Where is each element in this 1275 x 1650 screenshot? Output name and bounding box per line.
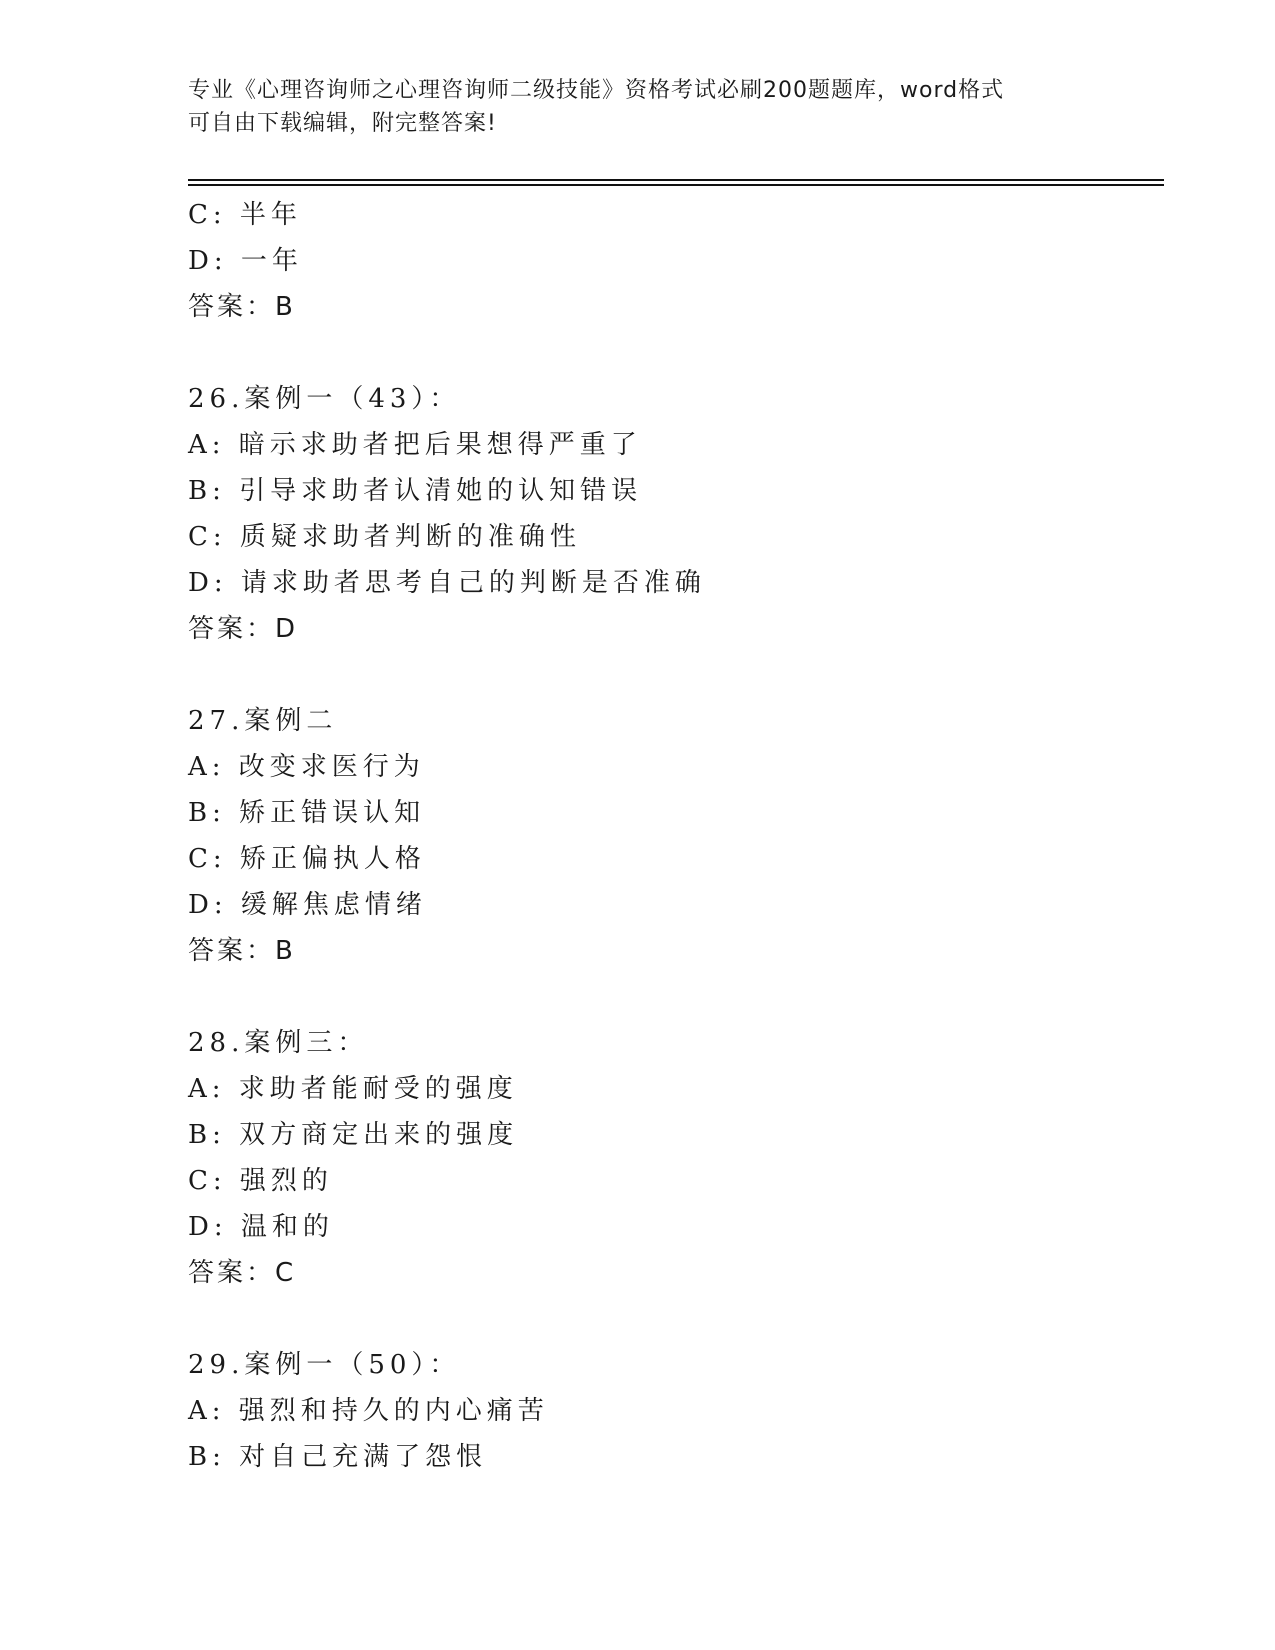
document-header (188, 74, 1088, 140)
header-divider-bottom (188, 184, 1164, 186)
option-a: A: 暗示求助者把后果想得严重了 (188, 430, 642, 460)
option-c: C: 质疑求助者判断的准确性 (188, 522, 581, 552)
question-title: 27.案例二 (188, 706, 338, 736)
spacer (188, 1296, 1148, 1342)
option-b: B: 双方商定出来的强度 (188, 1120, 519, 1150)
header-line-1: 专业《心理咨询师之心理咨询师二级技能》资格考试必刷200题题库，word格式 (188, 78, 1005, 103)
option-c: C: 半年 (188, 200, 302, 230)
spacer (188, 974, 1148, 1020)
previous-question-tail (188, 192, 1148, 330)
option-a: A: 强烈和持久的内心痛苦 (188, 1396, 549, 1426)
option-a: A: 改变求医行为 (188, 752, 425, 782)
question-29 (188, 1342, 1148, 1480)
question-title: 26.案例一（43）： (188, 384, 461, 414)
option-b: B: 对自己充满了怨恨 (188, 1442, 488, 1472)
question-list (188, 192, 1148, 1480)
option-c: C: 强烈的 (188, 1166, 333, 1196)
option-d: D: 请求助者思考自己的判断是否准确 (188, 568, 706, 598)
question-title: 29.案例一（50）： (188, 1350, 461, 1380)
spacer (188, 330, 1148, 376)
option-c: C: 矫正偏执人格 (188, 844, 426, 874)
answer-line: 答案：D (188, 614, 299, 644)
header-divider-top (188, 179, 1164, 181)
option-d: D: 温和的 (188, 1212, 334, 1242)
question-26 (188, 376, 1148, 652)
option-b: B: 引导求助者认清她的认知错误 (188, 476, 643, 506)
answer-line: 答案：C (188, 1258, 297, 1288)
option-a: A: 求助者能耐受的强度 (188, 1074, 518, 1104)
option-d: D: 缓解焦虑情绪 (188, 890, 427, 920)
header-line-2: 可自由下载编辑，附完整答案! (188, 111, 497, 136)
answer-line: 答案：B (188, 936, 296, 966)
question-28 (188, 1020, 1148, 1296)
question-27 (188, 698, 1148, 974)
option-d: D: 一年 (188, 246, 303, 276)
option-b: B: 矫正错误认知 (188, 798, 426, 828)
question-title: 28.案例三： (188, 1028, 369, 1058)
answer-line: 答案：B (188, 292, 296, 322)
spacer (188, 652, 1148, 698)
